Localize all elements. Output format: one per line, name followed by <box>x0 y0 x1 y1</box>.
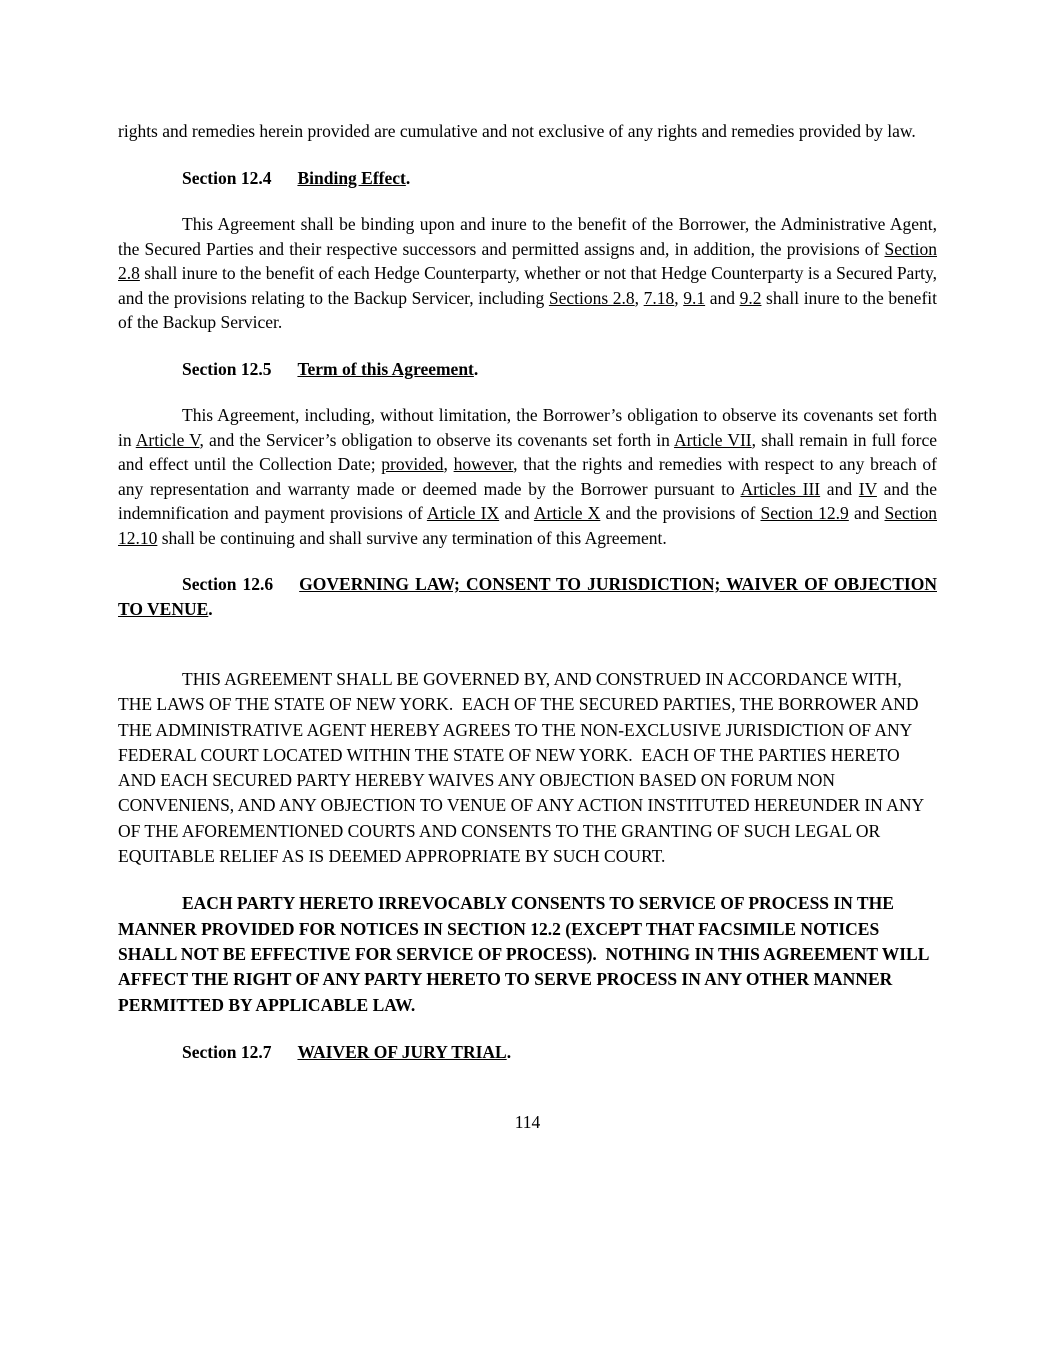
paragraph-service-of-process: EACH PARTY HERETO IRREVOCABLY CONSENTS TO SERVICE OF PROCESS IN THE MANNER PROVIDED FOR NOTICES IN SECTION 12.2 (EXCEPT THAT FACSIMILE NOTICES SHALL NOT BE EFFECTIVE FOR SERVICE OF PROCESS). NOTHING IN THIS AGREEMENT WILL AFFECT THE RIGHT OF ANY PARTY HERETO TO SERVE PROCESS IN ANY OTHER MANNER PERMITTED BY APPLICABLE LAW. <box>118 893 929 1015</box>
paragraph-binding-effect: This Agreement shall be binding upon and inure to the benefit of the Borrower, the Administrative Agent, the Secured Parties and their respective successors and permitted assigns and, in addition, the provisions of Section 2.8 shall inure to the benefit of each Hedge Counterparty, whether or not that Hedge Counterparty is a Secured Party, and the provisions relating to the Backup Servicer, including Sections 2.8, 7.18, 9.1 and 9.2 shall inure to the benefit of the Backup Servicer. <box>118 214 938 332</box>
paragraph-governing-law: THIS AGREEMENT SHALL BE GOVERNED BY, AND CONSTRUED IN ACCORDANCE WITH, THE LAWS OF THE STATE OF NEW YORK. EACH OF THE SECURED PARTIES, THE BORROWER AND THE ADMINISTRATIVE AGENT HEREBY AGREES TO THE NON-EXCLUSIVE JURISDICTION OF ANY FEDERAL COURT LOCATED WITHIN THE STATE OF NEW YORK. EACH OF THE PARTIES HERETO AND EACH SECURED PARTY HEREBY WAIVES ANY OBJECTION BASED ON FORUM NON CONVENIENS, AND ANY OBJECTION TO VENUE OF ANY ACTION INSTITUTED HEREUNDER IN ANY OF THE AFOREMENTIONED COURTS AND CONSENTS TO THE GRANTING OF SUCH LEGAL OR EQUITABLE RELIEF AS IS DEEMED APPROPRIATE BY SUCH COURT. <box>118 669 924 867</box>
paragraph-term-of-agreement: This Agreement, including, without limitation, the Borrower’s obligation to observe its covenants set forth in Article V, and the Servicer’s obligation to observe its covenants set forth in Article VII, shall remain in full force and effect until the Collection Date; provided, however, that the rights and remedies with respect to any breach of any representation and warranty made or deemed made by the Borrower pursuant to Articles III and IV and the indemnification and payment provisions of Article IX and Article X and the provisions of Section 12.9 and Section 12.10 shall be continuing and shall survive any termination of this Agreement. <box>118 405 938 548</box>
section-label: Section 12.5 <box>182 358 272 379</box>
page-number: 114 <box>514 1112 541 1133</box>
section-label: Section 12.6 <box>182 574 274 594</box>
section-label: Section 12.4 <box>182 167 272 188</box>
section-title: Term of this Agreement. <box>297 358 479 379</box>
section-title: Binding Effect. <box>297 167 411 188</box>
section-label: Section 12.7 <box>182 1041 272 1062</box>
paragraph-continuation: rights and remedies herein provided are cumulative and not exclusive of any rights and remedies provided by law. <box>118 121 916 141</box>
section-heading-12-6 <box>118 572 937 621</box>
section-heading-12-5 <box>118 357 937 382</box>
section-heading-12-7 <box>118 1040 937 1065</box>
section-title: WAIVER OF JURY TRIAL. <box>297 1041 512 1062</box>
section-heading-12-4 <box>118 166 937 191</box>
section-title: GOVERNING LAW; CONSENT TO JURISDICTION; WAIVER OF OBJECTION TO VENUE. <box>118 574 937 619</box>
